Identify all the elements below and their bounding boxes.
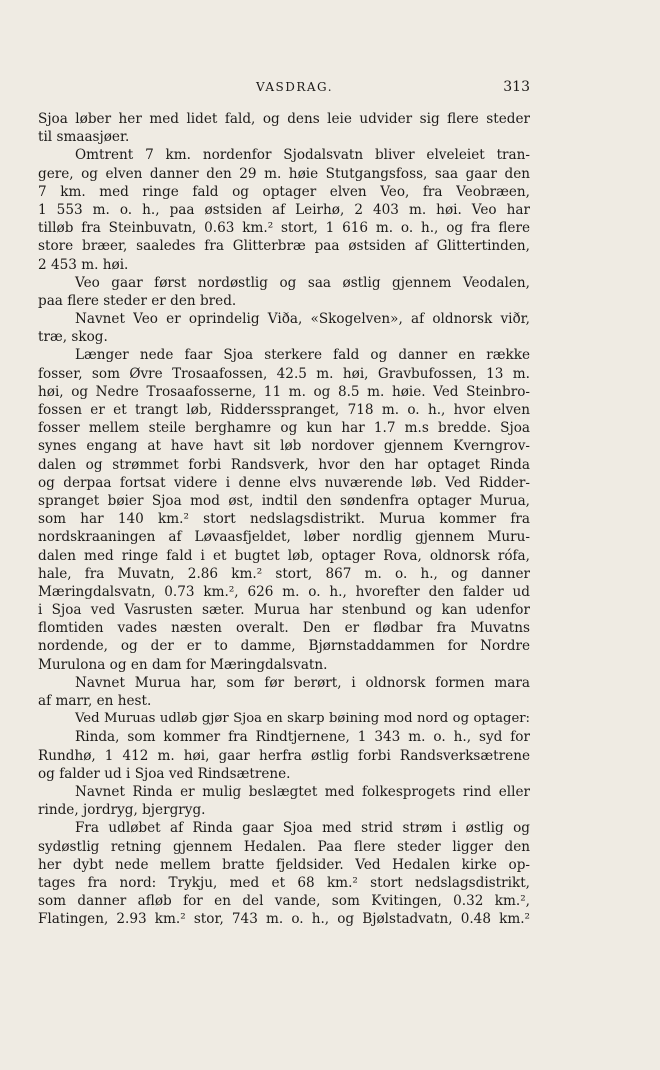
text-line: som har 140 km.² stort nedslagsdistrikt. Murua kommer fra [38,511,530,528]
text-line: Mæringdalsvatn, 0.73 km.², 626 m. o. h., hvorefter den falder ud [38,583,530,600]
text-line: høi, og Nedre Trosaafosserne, 11 m. og 8.5 m. høie. Ved Steinbro- [38,383,530,400]
header-title: VASDRAG. [256,80,334,94]
text-line: i Sjoa ved Vasrusten sæter. Murua har stenbund og kan udenfor [38,602,530,619]
text-line: Rundhø, 1 412 m. høi, gaar herfra østlig forbi Randsverksætrene [38,747,530,764]
text-line: Navnet Rinda er mulig beslægtet med folkesprogets rind eller [75,783,530,800]
text-line: Omtrent 7 km. nordenfor Sjodalsvatn bliver elveleiet tran- [75,147,530,164]
text-line: Sjoa løber her med lidet fald, og dens leie udvider sig flere steder [38,111,530,127]
text-line: dalen med ringe fald i et bugtet løb, optager Rova, oldnorsk rófa, [38,547,530,564]
text-line: fossen er et trangt løb, Riddersspranget, 718 m. o. h., hvor elven [38,402,530,418]
text-line: Ved Muruas udløb gjør Sjoa en skarp bøining mod nord og optager: [75,711,530,727]
text-line: Navnet Murua har, som før berørt, i oldnorsk formen mara [75,674,530,691]
text-line: Fra udløbet af Rinda gaar Sjoa med strid strøm i østlig og [75,820,530,837]
text-line: her dybt nede mellem bratte fjeldsider. Ved Hedalen kirke op- [38,856,530,873]
text-line: Rinda, som kommer fra Rindtjernene, 1 343 m. o. h., syd for [75,729,530,746]
text-line: synes engang at have havt sit løb nordover gjennem Kverngrov- [38,438,530,455]
text-line: paa flere steder er den bred. [38,292,237,309]
text-line: træ, skog. [38,329,108,346]
text-line: som danner afløb for en del vande, som Kvitingen, 0.32 km.², [38,893,530,910]
text-line: Murulona og en dam for Mæringdalsvatn. [38,656,328,673]
text-line: fosser, som Øvre Trosaafossen, 42.5 m. høi, Gravbufossen, 13 m. [38,365,530,382]
text-line: Navnet Veo er oprindelig Viða, «Skogelven», af oldnorsk viðr, [75,311,530,328]
text-line: Længer nede faar Sjoa sterkere fald og danner en række [75,347,530,364]
text-line: nordende, og der er to damme, Bjørnstaddammen for Nordre [38,638,530,655]
text-line: og falder ud i Sjoa ved Rindsætrene. [38,765,291,782]
text-line: gere, og elven danner den 29 m. høie Stutgangsfoss, saa gaar den [38,165,530,182]
text-line: 1 553 m. o. h., paa østsiden af Leirhø, 2 403 m. høi. Veo har [38,201,530,218]
text-line: 7 km. med ringe fald og optager elven Veo, fra Veobræen, [38,183,530,200]
text-line: til smaasjøer. [38,129,130,146]
text-line: og derpaa fortsat videre i denne elvs nuværende løb. Ved Ridder- [38,474,530,491]
text-line: sydøstlig retning gjennem Hedalen. Paa flere steder ligger den [38,838,530,855]
page-number: 313 [503,79,530,95]
text-line: Flatingen, 2.93 km.² stor, 743 m. o. h., og Bjølstadvatn, 0.48 km.² [38,911,530,928]
text-line: dalen og strømmet forbi Randsverk, hvor den har optaget Rinda [38,456,530,473]
text-line: Veo gaar først nordøstlig og saa østlig gjennem Veodalen, [75,274,530,291]
text-line: af marr, en hest. [38,693,152,709]
text-line: store bræer, saaledes fra Glitterbræ paa østsiden af Glittertinden, [38,238,530,255]
text-line: fosser mellem steile berghamre og kun har 1.7 m.s bredde. Sjoa [38,420,530,437]
text-line: tages fra nord: Trykju, med et 68 km.² stort nedslagsdistrikt, [38,874,530,891]
text-line: hale, fra Muvatn, 2.86 km.² stort, 867 m. o. h., og danner [38,565,530,582]
text-line: tilløb fra Steinbuvatn, 0.63 km.² stort, 1 616 m. o. h., og fra flere [38,220,530,237]
text-line: 2 453 m. høi. [38,256,129,273]
text-line: rinde, jordryg, bjergryg. [38,802,206,819]
text-line: spranget bøier Sjoa mod øst, indtil den søndenfra optager Murua, [38,492,530,509]
running-head [40,80,530,100]
body-text [38,110,530,928]
text-line: nordskraaningen af Løvaasfjeldet, løber nordlig gjennem Muru- [38,529,530,546]
text-line: flomtiden vades næsten overalt. Den er flødbar fra Muvatns [38,620,530,637]
